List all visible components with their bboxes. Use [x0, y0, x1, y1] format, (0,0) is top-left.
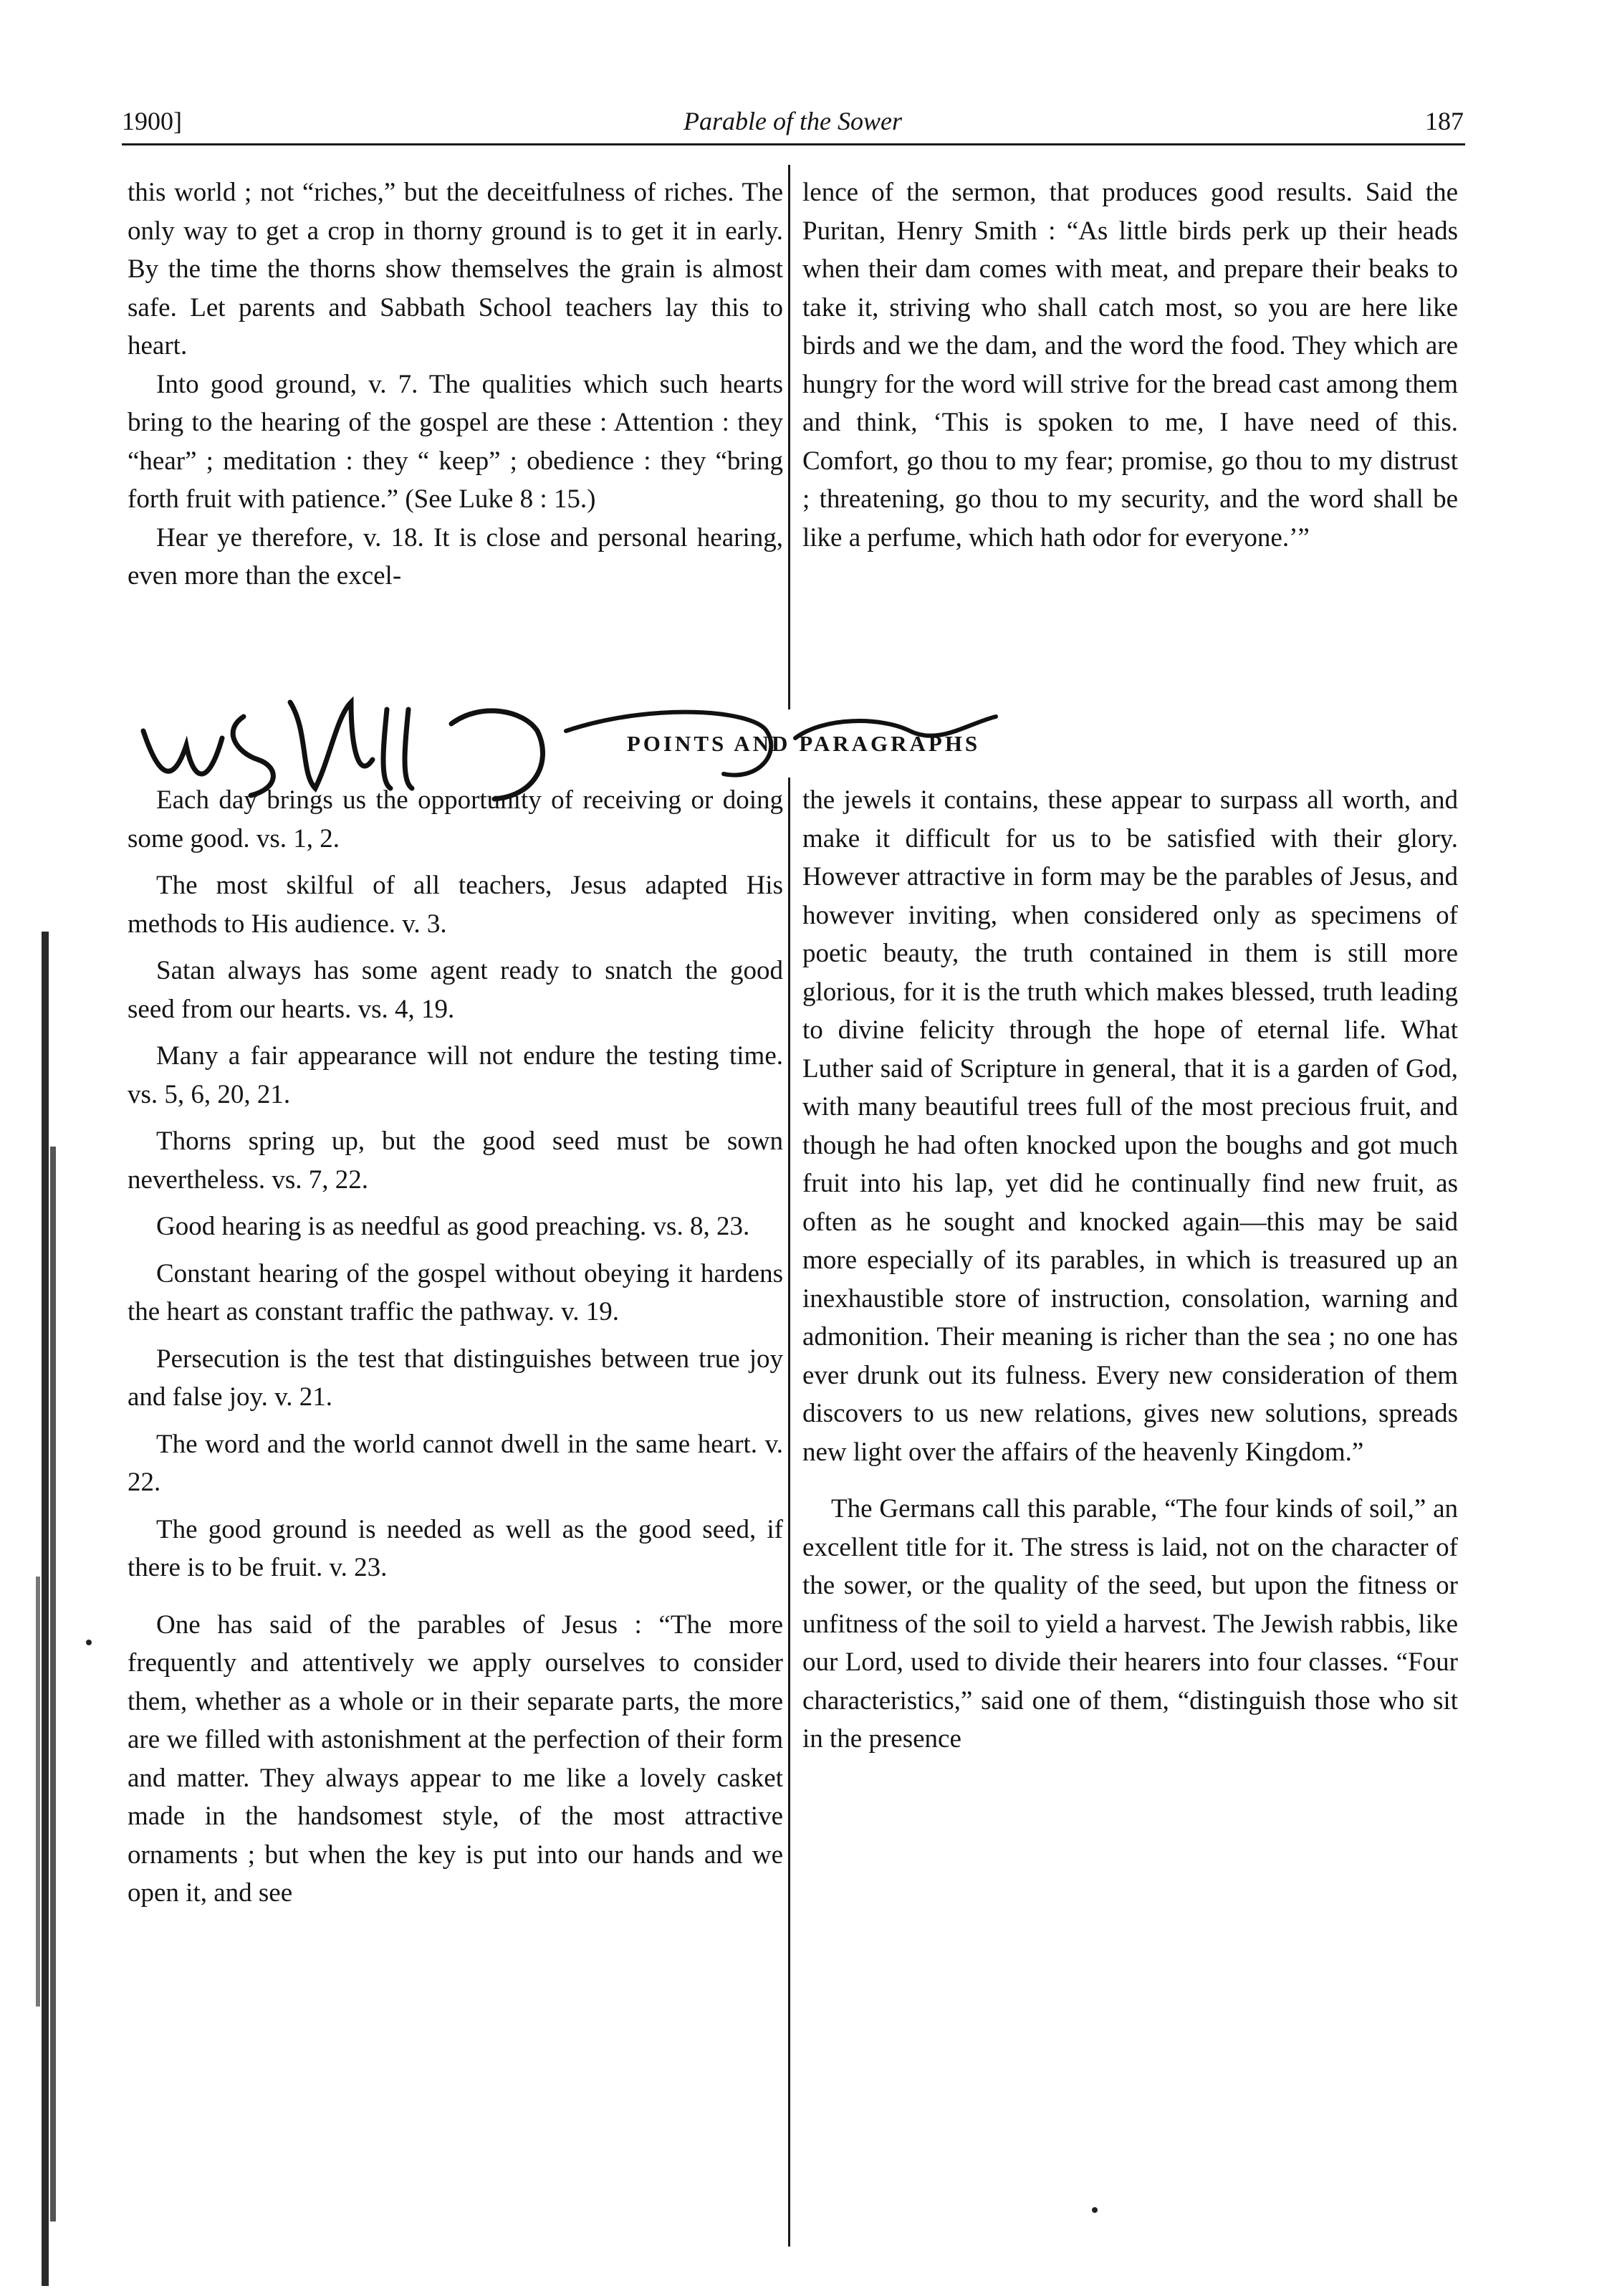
header-rule	[122, 143, 1465, 145]
point-item: The good ground is needed as well as the good seed, if there is to be fruit. v. 23.	[128, 1514, 783, 1582]
ink-speck	[1092, 2207, 1098, 2213]
point-item: The word and the world cannot dwell in the same heart. v. 22.	[128, 1429, 783, 1497]
paragraph: Hear ye therefore, v. 18. It is close and personal hearing, even more than the excel-	[128, 522, 783, 590]
paragraph: Into good ground, v. 7. The qualities which such hearts bring to the hearing of the gospel are these : Attention : they “hear” ; meditation : they “ keep” ; obedience : they “bring forth fruit with patience.” (See Luke 8 : 15.)	[128, 369, 783, 514]
paragraph: lence of the sermon, that produces good results. Said the Puritan, Henry Smith : “As little birds perk up their heads when their dam comes with meat, and prepare their beaks to take it, striving who shall catch most, so you are here like birds and we the dam, and the word the food. They which are hungry for the word will strive for the bread cast among them and think, ‘This is spoken to me, I have need of this. Comfort, go thou to my fear; promise, go thou to my distrust ; threatening, go thou to my security, and the word shall be like a perfume, which hath odor for everyone.’”	[802, 178, 1458, 553]
paragraph: this world ; not “riches,” but the deceitfulness of riches. The only way to get a crop in thorny ground is to get it in early. By the time the thorns show themselves the grain is almost safe. Let parents and Sabbath School teachers lay this to heart.	[128, 178, 783, 360]
left-column-bottom	[128, 781, 783, 1913]
binding-edge-marks	[26, 932, 76, 2286]
page-number: 187	[1425, 107, 1464, 135]
ink-speck	[86, 1640, 92, 1645]
point-item: Each day brings us the opportunity of receiving or doing some good. vs. 1, 2.	[128, 785, 783, 853]
point-item: Constant hearing of the gospel without obeying it hardens the heart as constant traffic the pathway. v. 19.	[128, 1258, 783, 1326]
point-item: Good hearing is as needful as good preaching. vs. 8, 23.	[156, 1212, 750, 1241]
point-item: The most skilful of all teachers, Jesus adapted His methods to His audience. v. 3.	[128, 871, 783, 939]
point-item: Thorns spring up, but the good seed must be sown nevertheless. vs. 7, 22.	[128, 1127, 783, 1195]
paragraph: The Germans call this parable, “The four kinds of soil,” an excellent title for it. The stress is laid, not on the character of the sower, or the quality of the seed, but upon the fitness or unfitness of the soil to yield a harvest. The Jewish rabbis, like our Lord, used to divide their hearers into four classes. “Four characteristics,” said one of them, “distinguish those who sit in the presence	[802, 1494, 1458, 1754]
header-title: Parable of the Sower	[683, 107, 902, 135]
point-item: Satan always has some agent ready to snatch the good seed from our hearts. vs. 4, 19.	[128, 956, 783, 1024]
right-column-bottom	[802, 781, 1458, 1759]
header-year: 1900]	[122, 107, 182, 135]
point-item: Persecution is the test that distinguishes between true joy and false joy. v. 21.	[128, 1344, 783, 1412]
column-divider-bottom	[788, 778, 790, 2247]
column-divider-top	[788, 165, 790, 709]
right-column-top	[802, 173, 1458, 557]
paragraph: One has said of the parables of Jesus : “The more frequently and attentively we apply ourselves to consider them, whether as a whole or in their separate parts, the more are we filled with astonishment at the perfection of their form and matter. They always appear to me like a lovely casket made in the handsomest style, of the most attractive ornaments ; but when the key is put into our hands and we open it, and see	[128, 1609, 783, 1908]
running-header	[122, 99, 1464, 142]
point-item: Many a fair appearance will not endure the testing time. vs. 5, 6, 20, 21.	[128, 1041, 783, 1109]
paragraph: the jewels it contains, these appear to surpass all worth, and make it difficult for us to be satisfied with their glory. However attractive in form may be the parables of Jesus, and however inviting, when considered only as specimens of poetic beauty, the truth contained in them is still more glorious, for it is the truth which makes blessed, truth leading to divine felicity through the hope of eternal life. What Luther said of Scripture in general, that it is a garden of God, with many beautiful trees full of the most precious fruit, and though he had often knocked upon the boughs and got much fruit into his lap, yet did he continually find new fruit, as often as he sought and knocked again—this may be said more especially of its parables, in which is treasured up an inexhaustible store of instruction, consolation, warning and admonition. Their meaning is richer than the sea ; no one has ever drunk out its fulness. Every new consideration of them discovers to us new relations, gives new solutions, spreads new light over the affairs of the heavenly Kingdom.”	[802, 785, 1458, 1467]
left-column-top	[128, 173, 783, 595]
section-heading: POINTS AND PARAGRAPHS	[626, 731, 981, 756]
